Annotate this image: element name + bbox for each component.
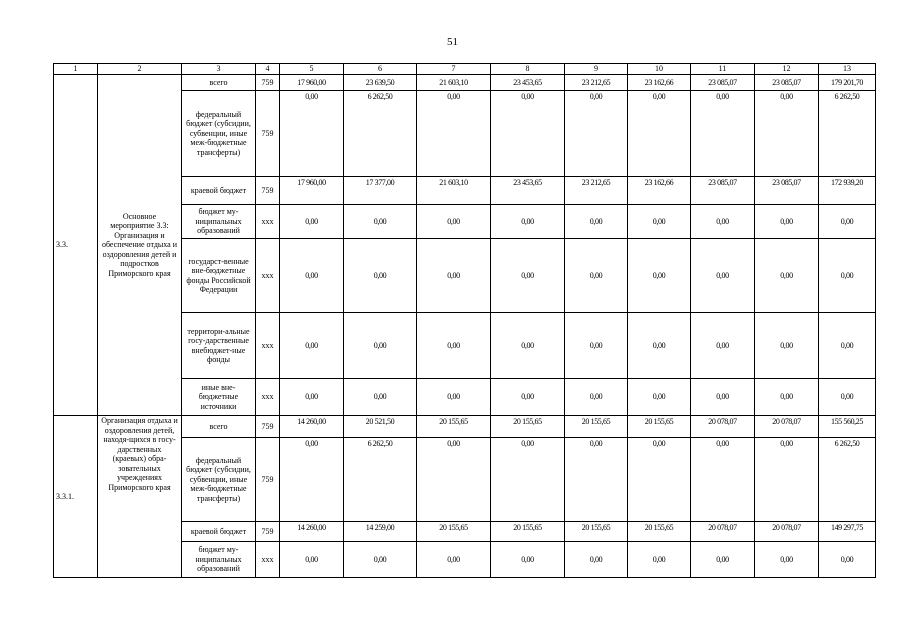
value-cell (491, 313, 565, 379)
value-text: 20 155,65 (439, 523, 468, 532)
value-text: 0,00 (716, 270, 729, 280)
value-text: 0,00 (716, 340, 729, 350)
value-text: 17 960,00 (297, 77, 326, 87)
value-text: 20 078,07 (772, 523, 801, 532)
value-text: 0,00 (780, 340, 793, 350)
value-text: 0,00 (840, 270, 854, 280)
value-cell (280, 379, 344, 416)
value-text: 0,00 (840, 554, 854, 564)
value-text: 0,00 (589, 92, 603, 101)
value-text: 20 155,65 (513, 523, 542, 532)
value-cell (344, 416, 417, 438)
header-cell: 12 (755, 64, 819, 75)
header-cell: 8 (491, 64, 565, 75)
value-cell (628, 205, 691, 239)
header-cell: 5 (280, 64, 344, 75)
value-text: 20 078,07 (772, 417, 801, 426)
value-text: 0,00 (521, 554, 534, 564)
value-cell (344, 205, 417, 239)
funding-source: краевой бюджет (182, 522, 256, 542)
value-cell (628, 416, 691, 438)
header-cell: 3 (182, 64, 256, 75)
value-cell (344, 379, 417, 416)
value-cell (691, 177, 755, 205)
value-cell (819, 239, 876, 313)
value-text: 23 085,07 (772, 178, 801, 187)
admin-code: 759 (256, 91, 280, 177)
value-cell (344, 91, 417, 177)
value-text: 172 939,20 (830, 178, 863, 187)
value-text: 6 262,50 (367, 439, 393, 448)
value-text: 0,00 (780, 216, 793, 226)
value-cell (280, 239, 344, 313)
value-cell (491, 75, 565, 91)
value-text: 0,00 (447, 216, 460, 226)
item-title: Организация отдыха и оздоровления детей, находя-щихся в госу-дарственных (краевых) обра-зовательных учреждениях Приморского края (98, 416, 182, 578)
value-text: 0,00 (716, 392, 729, 402)
value-cell (755, 75, 819, 91)
value-cell (755, 379, 819, 416)
value-cell (628, 177, 691, 205)
value-text: 23 162,66 (644, 77, 674, 87)
value-cell (417, 416, 491, 438)
value-cell (755, 522, 819, 542)
value-cell (565, 75, 628, 91)
funding-source: государст-венные вне-бюджетные фонды Российской Федерации (182, 239, 256, 313)
funding-source: бюджет му-ниципальных образований (182, 542, 256, 578)
value-cell (491, 542, 565, 578)
value-text: 0,00 (780, 392, 793, 402)
value-text: 0,00 (521, 340, 534, 350)
value-cell (819, 177, 876, 205)
admin-code: ххх (256, 379, 280, 416)
value-cell (280, 75, 344, 91)
value-text: 0,00 (780, 270, 793, 280)
value-cell (628, 438, 691, 522)
value-text: 0,00 (716, 216, 729, 226)
value-cell (417, 313, 491, 379)
value-text: 0,00 (305, 340, 318, 350)
item-title: Основное мероприятие 3.3: Организация и обеспечение отдыха и оздоровления детей и подростков Приморского края (98, 75, 182, 416)
value-text: 0,00 (373, 340, 387, 350)
header-cell: 6 (344, 64, 417, 75)
value-text: 17 960,00 (297, 178, 326, 187)
value-text: 0,00 (521, 392, 534, 402)
admin-code: ххх (256, 313, 280, 379)
value-cell (691, 313, 755, 379)
value-cell (819, 75, 876, 91)
value-text: 6 262,50 (367, 92, 393, 101)
value-cell (417, 177, 491, 205)
value-cell (691, 205, 755, 239)
table-body (54, 64, 876, 578)
value-cell (280, 177, 344, 205)
value-cell (344, 438, 417, 522)
value-cell (280, 542, 344, 578)
value-cell (819, 416, 876, 438)
value-text: 20 155,65 (644, 523, 674, 532)
value-cell (280, 522, 344, 542)
page-number: 51 (447, 36, 458, 48)
admin-code: 759 (256, 75, 280, 91)
item-number: 3.3.1. (54, 416, 98, 578)
value-cell (565, 177, 628, 205)
header-cell: 2 (98, 64, 182, 75)
value-text: 23 453,65 (513, 178, 542, 187)
value-text: 0,00 (780, 554, 793, 564)
value-cell (280, 416, 344, 438)
value-cell (819, 205, 876, 239)
value-text: 0,00 (716, 92, 729, 101)
value-cell (417, 542, 491, 578)
value-text: 0,00 (373, 216, 387, 226)
value-cell (565, 542, 628, 578)
value-text: 0,00 (447, 392, 460, 402)
value-cell (565, 379, 628, 416)
value-text: 0,00 (305, 554, 318, 564)
value-text: 20 155,65 (581, 523, 611, 532)
value-cell (755, 416, 819, 438)
value-text: 0,00 (373, 392, 387, 402)
value-text: 0,00 (652, 340, 666, 350)
value-cell (819, 522, 876, 542)
value-text: 23 639,50 (365, 77, 395, 87)
value-text: 20 078,07 (708, 417, 737, 426)
value-text: 6 262,50 (834, 439, 860, 448)
value-text: 21 603,10 (439, 178, 468, 187)
admin-code: 759 (256, 522, 280, 542)
value-text: 0,00 (652, 216, 666, 226)
value-cell (691, 75, 755, 91)
value-text: 0,00 (521, 439, 534, 448)
value-text: 14 260,00 (297, 523, 326, 532)
value-text: 0,00 (447, 439, 460, 448)
value-text: 0,00 (447, 270, 460, 280)
value-text: 0,00 (589, 439, 603, 448)
value-cell (417, 205, 491, 239)
value-cell (691, 522, 755, 542)
value-cell (491, 438, 565, 522)
value-text: 0,00 (780, 92, 793, 101)
value-text: 0,00 (652, 554, 666, 564)
value-cell (491, 379, 565, 416)
value-text: 20 521,50 (365, 417, 395, 426)
header-cell: 10 (628, 64, 691, 75)
value-cell (628, 91, 691, 177)
value-cell (628, 379, 691, 416)
value-cell (491, 91, 565, 177)
value-cell (819, 438, 876, 522)
value-cell (819, 91, 876, 177)
table-row (54, 416, 876, 438)
value-cell (819, 313, 876, 379)
value-text: 23 085,07 (708, 77, 737, 87)
value-text: 0,00 (589, 340, 603, 350)
value-cell (344, 522, 417, 542)
value-text: 0,00 (652, 92, 666, 101)
value-cell (755, 542, 819, 578)
value-cell (417, 522, 491, 542)
value-cell (691, 416, 755, 438)
value-text: 0,00 (305, 270, 318, 280)
value-cell (280, 313, 344, 379)
value-text: 14 260,00 (297, 417, 326, 426)
value-text: 0,00 (447, 554, 460, 564)
value-text: 0,00 (305, 392, 318, 402)
value-cell (565, 416, 628, 438)
value-text: 23 212,65 (581, 178, 611, 187)
value-text: 23 085,07 (772, 77, 801, 87)
value-cell (628, 75, 691, 91)
value-text: 20 155,65 (439, 417, 468, 426)
value-text: 0,00 (840, 392, 854, 402)
funding-source: бюджет му-ниципальных образований (182, 205, 256, 239)
value-text: 0,00 (373, 554, 387, 564)
value-cell (344, 75, 417, 91)
funding-source: иные вне-бюджетные источники (182, 379, 256, 416)
value-cell (417, 239, 491, 313)
funding-source: краевой бюджет (182, 177, 256, 205)
header-cell: 7 (417, 64, 491, 75)
admin-code: 759 (256, 177, 280, 205)
value-cell (565, 313, 628, 379)
value-cell (628, 522, 691, 542)
value-cell (344, 542, 417, 578)
value-text: 179 201,70 (830, 77, 863, 87)
value-text: 20 155,65 (581, 417, 611, 426)
value-cell (691, 542, 755, 578)
value-cell (565, 205, 628, 239)
value-cell (491, 205, 565, 239)
value-text: 0,00 (652, 270, 666, 280)
value-text: 0,00 (780, 439, 793, 448)
value-text: 0,00 (840, 340, 854, 350)
value-cell (417, 438, 491, 522)
value-text: 0,00 (840, 216, 854, 226)
value-cell (755, 91, 819, 177)
value-text: 20 155,65 (644, 417, 674, 426)
header-row (54, 64, 876, 75)
value-text: 23 212,65 (581, 77, 611, 87)
value-cell (491, 177, 565, 205)
funding-source: всего (182, 75, 256, 91)
value-cell (628, 313, 691, 379)
admin-code: ххх (256, 239, 280, 313)
value-cell (491, 239, 565, 313)
value-cell (344, 177, 417, 205)
value-text: 20 078,07 (708, 523, 737, 532)
value-cell (819, 379, 876, 416)
header-cell: 1 (54, 64, 98, 75)
value-cell (491, 522, 565, 542)
value-text: 0,00 (305, 439, 318, 448)
value-cell (691, 379, 755, 416)
value-cell (344, 239, 417, 313)
value-cell (628, 239, 691, 313)
value-text: 23 453,65 (513, 77, 542, 87)
value-cell (691, 438, 755, 522)
value-text: 0,00 (716, 439, 729, 448)
value-cell (628, 542, 691, 578)
value-text: 0,00 (521, 216, 534, 226)
value-cell (691, 91, 755, 177)
value-text: 0,00 (521, 270, 534, 280)
value-text: 23 085,07 (708, 178, 737, 187)
admin-code: 759 (256, 416, 280, 438)
value-text: 0,00 (589, 554, 603, 564)
header-cell: 4 (256, 64, 280, 75)
value-text: 0,00 (447, 340, 460, 350)
value-text: 0,00 (521, 92, 534, 101)
value-cell (417, 75, 491, 91)
value-cell (755, 313, 819, 379)
value-text: 0,00 (589, 216, 603, 226)
value-text: 0,00 (373, 270, 387, 280)
value-cell (280, 438, 344, 522)
value-text: 20 155,65 (513, 417, 542, 426)
funding-source: федеральный бюджет (субсидии, субвенции, иные меж-бюджетные трансферты) (182, 91, 256, 177)
funding-source: всего (182, 416, 256, 438)
value-text: 14 259,00 (365, 523, 395, 532)
value-cell (565, 239, 628, 313)
value-cell (755, 438, 819, 522)
admin-code: 759 (256, 438, 280, 522)
header-cell: 9 (565, 64, 628, 75)
value-text: 23 162,66 (644, 178, 674, 187)
header-cell: 13 (819, 64, 876, 75)
value-cell (344, 313, 417, 379)
value-text: 21 603,10 (439, 77, 468, 87)
value-cell (417, 91, 491, 177)
value-text: 155 560,25 (830, 417, 863, 426)
admin-code: ххх (256, 205, 280, 239)
value-cell (691, 239, 755, 313)
item-number: 3.3. (54, 75, 98, 416)
value-cell (819, 542, 876, 578)
value-cell (280, 91, 344, 177)
budget-table (53, 63, 876, 578)
value-cell (491, 416, 565, 438)
funding-source: федеральный бюджет (субсидии, субвенции, иные меж-бюджетные трансферты) (182, 438, 256, 522)
value-text: 0,00 (305, 92, 318, 101)
value-cell (280, 205, 344, 239)
value-text: 0,00 (652, 439, 666, 448)
funding-source: территори-альные госу-дарственные внебюджет-ные фонды (182, 313, 256, 379)
admin-code: ххх (256, 542, 280, 578)
value-cell (755, 239, 819, 313)
value-text: 0,00 (716, 554, 729, 564)
value-text: 0,00 (652, 392, 666, 402)
value-cell (755, 205, 819, 239)
value-cell (565, 438, 628, 522)
header-cell: 11 (691, 64, 755, 75)
value-cell (755, 177, 819, 205)
value-text: 149 297,75 (830, 523, 863, 532)
value-text: 17 377,00 (365, 178, 395, 187)
value-cell (565, 91, 628, 177)
value-text: 6 262,50 (834, 92, 860, 101)
value-text: 0,00 (589, 392, 603, 402)
value-text: 0,00 (589, 270, 603, 280)
table-row (54, 75, 876, 91)
value-cell (417, 379, 491, 416)
value-cell (565, 522, 628, 542)
value-text: 0,00 (305, 216, 318, 226)
value-text: 0,00 (447, 92, 460, 101)
